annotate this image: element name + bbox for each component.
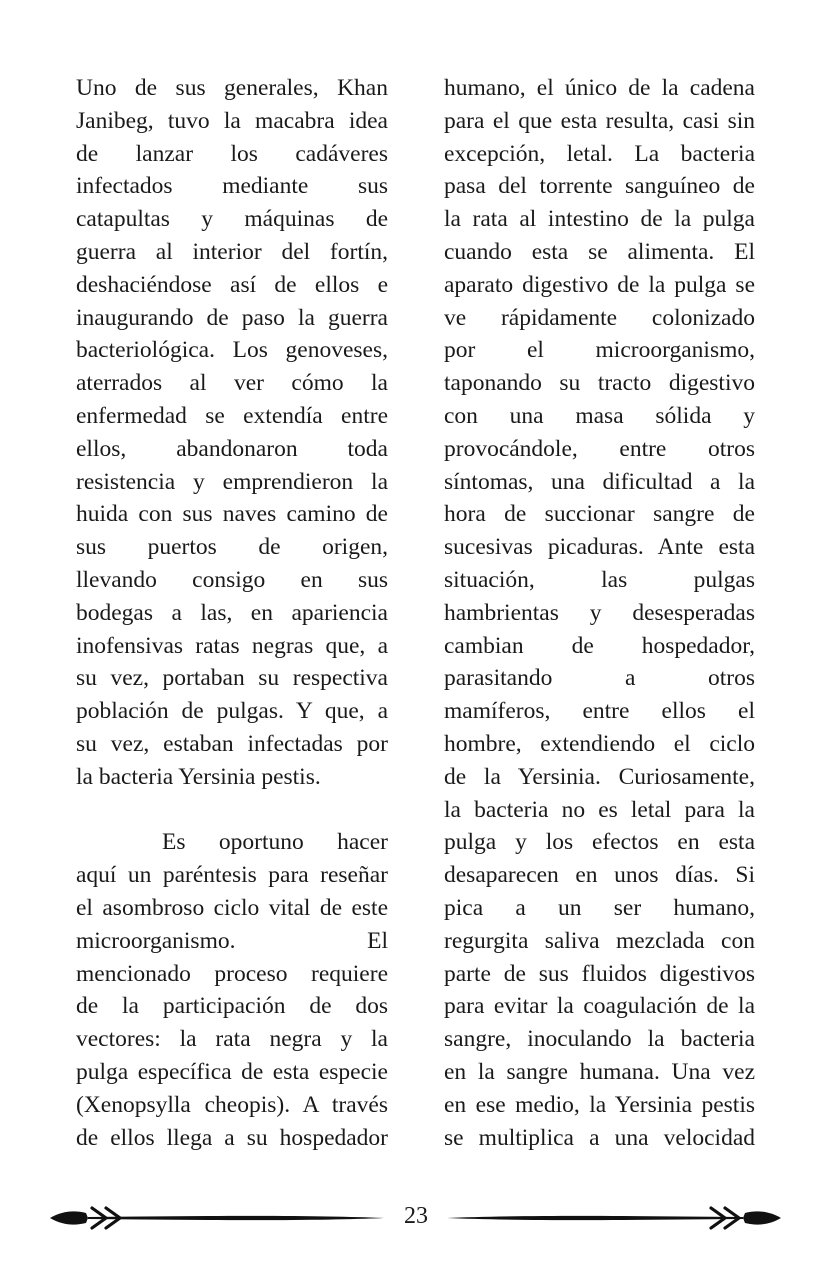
text-line: huida con sus naves camino de bbox=[76, 501, 388, 528]
text-line: excepción, letal. La bacteria bbox=[444, 140, 755, 167]
text-line: vectores: la rata negra y la bbox=[76, 1026, 388, 1053]
text-line: inofensivas ratas negras que, a bbox=[76, 632, 388, 659]
text-line: de ellos llega a su hospedador bbox=[76, 1124, 388, 1151]
text-line: con una masa sólida y bbox=[444, 402, 755, 429]
text-line: parasitando a otros bbox=[444, 665, 755, 692]
text-line: la rata al intestino de la pulga bbox=[444, 206, 755, 233]
text-line: el asombroso ciclo vital de este bbox=[76, 894, 388, 921]
text-line: aparato digestivo de la pulga se bbox=[444, 271, 755, 298]
text-line: (Xenopsylla cheopis). A través bbox=[76, 1091, 388, 1118]
text-line: regurgita saliva mezclada con bbox=[444, 927, 755, 954]
page-number: 23 bbox=[404, 1203, 428, 1229]
text-line: pulga y los efectos en esta bbox=[444, 829, 755, 856]
text-line: parte de sus fluidos digestivos bbox=[444, 960, 755, 987]
text-line: sangre, inoculando la bacteria bbox=[444, 1026, 755, 1053]
text-line: enfermedad se extendía entre bbox=[76, 402, 388, 429]
arrow-flourish-left-icon bbox=[48, 1200, 388, 1236]
text-line: taponando su tracto digestivo bbox=[444, 370, 755, 397]
text-line: de lanzar los cadáveres bbox=[76, 140, 388, 167]
right-column bbox=[444, 72, 755, 1154]
text-line: situación, las pulgas bbox=[444, 566, 755, 593]
text-line: deshaciéndose así de ellos e bbox=[76, 271, 388, 298]
text-line: pasa del torrente sanguíneo de bbox=[444, 173, 755, 200]
paragraph-gap bbox=[76, 794, 388, 827]
paragraph-2 bbox=[76, 826, 388, 1154]
text-line: catapultas y máquinas de bbox=[76, 206, 388, 233]
text-line: desaparecen en unos días. Si bbox=[444, 862, 755, 889]
text-line: la bacteria no es letal para la bbox=[444, 796, 755, 823]
text-line: en ese medio, la Yersinia pestis bbox=[444, 1091, 755, 1118]
text-line: hambrientas y desesperadas bbox=[444, 599, 755, 626]
text-line: para evitar la coagulación de la bbox=[444, 993, 755, 1020]
text-line: población de pulgas. Y que, a bbox=[76, 698, 388, 725]
text-line: pica a un ser humano, bbox=[444, 894, 755, 921]
text-line: por el microorganismo, bbox=[444, 337, 755, 364]
text-line: hora de succionar sangre de bbox=[444, 501, 755, 528]
text-line: bacteriológica. Los genoveses, bbox=[76, 337, 388, 364]
text-line: mamíferos, entre ellos el bbox=[444, 698, 755, 725]
text-line: se multiplica a una velocidad bbox=[444, 1124, 755, 1151]
left-column bbox=[76, 72, 388, 1154]
text-line: Janibeg, tuvo la macabra idea bbox=[76, 107, 388, 134]
text-line: cambian de hospedador, bbox=[444, 632, 755, 659]
text-line: la bacteria Yersinia pestis. bbox=[76, 763, 321, 790]
text-line: síntomas, una dificultad a la bbox=[444, 468, 755, 495]
text-line: resistencia y emprendieron la bbox=[76, 468, 388, 495]
text-line: humano, el único de la cadena bbox=[444, 75, 755, 101]
text-line: provocándole, entre otros bbox=[444, 435, 755, 462]
text-line: hombre, extendiendo el ciclo bbox=[444, 730, 755, 757]
text-line: infectados mediante sus bbox=[76, 173, 388, 200]
text-line: su vez, estaban infectadas por bbox=[76, 730, 388, 757]
text-line: microorganismo. El bbox=[76, 927, 388, 954]
text-line: Uno de sus generales, Khan bbox=[76, 75, 388, 101]
text-line: sus puertos de origen, bbox=[76, 534, 388, 561]
text-line: de la Yersinia. Curiosamente, bbox=[444, 763, 755, 790]
text-line: guerra al interior del fortín, bbox=[76, 238, 388, 265]
text-line: llevando consigo en sus bbox=[76, 566, 388, 593]
text-line: cuando esta se alimenta. El bbox=[444, 238, 755, 265]
text-line: pulga específica de esta especie bbox=[76, 1058, 388, 1085]
text-line: bodegas a las, en apariencia bbox=[76, 599, 388, 626]
text-line: aterrados al ver cómo la bbox=[76, 370, 388, 397]
text-line: Es oportuno hacer bbox=[162, 829, 388, 856]
arrow-flourish-right-icon bbox=[443, 1200, 783, 1236]
text-line: ve rápidamente colonizado bbox=[444, 304, 755, 331]
text-line: de la participación de dos bbox=[76, 993, 388, 1020]
text-line: para el que esta resulta, casi sin bbox=[444, 107, 755, 134]
text-line: mencionado proceso requiere bbox=[76, 960, 388, 987]
paragraph-1 bbox=[76, 72, 388, 794]
text-line: aquí un paréntesis para reseñar bbox=[76, 862, 388, 889]
text-line: en la sangre humana. Una vez bbox=[444, 1058, 755, 1085]
text-line: inaugurando de paso la guerra bbox=[76, 304, 388, 331]
text-line: sucesivas picaduras. Ante esta bbox=[444, 534, 755, 561]
text-line: ellos, abandonaron toda bbox=[76, 435, 388, 462]
text-line: su vez, portaban su respectiva bbox=[76, 665, 388, 692]
